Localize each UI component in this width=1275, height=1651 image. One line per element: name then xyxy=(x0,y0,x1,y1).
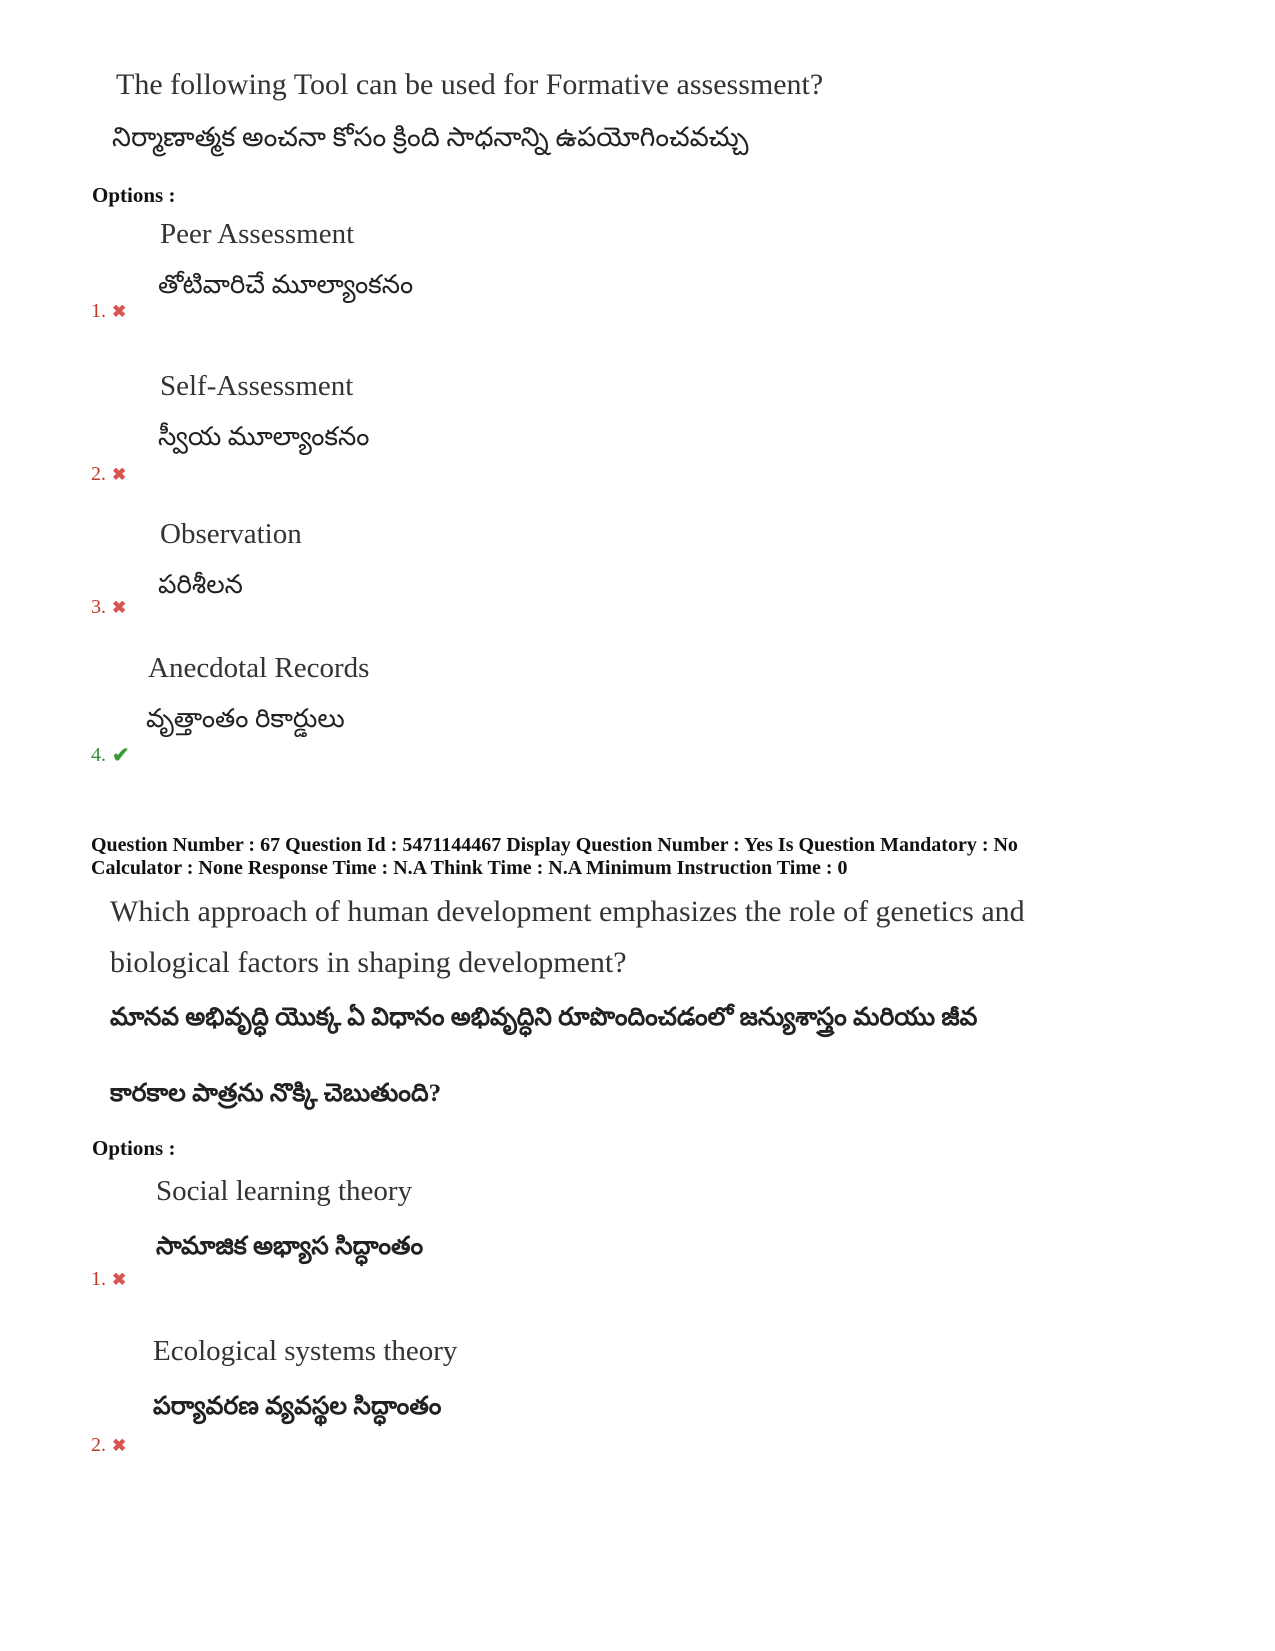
option-2-text-te: పర్యావరణ వ్యవస్థల సిద్ధాంతం xyxy=(153,1393,442,1420)
question-meta-line-2: Calculator : None Response Time : N.A Think Time : N.A Minimum Instruction Time : 0 xyxy=(91,857,848,879)
option-4-number: 4. ✔ xyxy=(91,743,130,767)
option-3-number: 3. ✖ xyxy=(91,596,127,618)
option-1-text-en: Peer Assessment xyxy=(160,218,355,250)
option-1-text-en: Social learning theory xyxy=(156,1175,413,1207)
option-2-text-te: స్వీయ మూల్యాంకనం xyxy=(158,422,370,451)
option-2-number: 2. ✖ xyxy=(91,1434,127,1456)
cross-icon: ✖ xyxy=(112,301,127,321)
option-4-text-te: వృత్తాంతం రికార్డులు xyxy=(146,704,345,733)
options-label: Options : xyxy=(92,183,176,207)
option-2-text-en: Self-Assessment xyxy=(160,370,354,402)
option-2-text-en: Ecological systems theory xyxy=(153,1335,458,1367)
cross-icon: ✖ xyxy=(112,464,127,484)
option-3-text-te: పరిశీలన xyxy=(158,570,243,599)
option-1-text-te: తోటివారిచే మూల్యాంకనం xyxy=(158,270,414,299)
option-4-text-en: Anecdotal Records xyxy=(148,652,370,684)
cross-icon: ✖ xyxy=(112,1435,127,1455)
options-label: Options : xyxy=(92,1136,176,1160)
question-text-te: నిర్మాణాత్మక అంచనా కోసం క్రింది సాధనాన్ని ఉపయోగించవచ్చు xyxy=(112,122,749,152)
check-icon: ✔ xyxy=(112,743,130,767)
cross-icon: ✖ xyxy=(112,597,127,617)
option-2-number: 2. ✖ xyxy=(91,463,127,485)
option-1-text-te: సామాజిక అభ్యాస సిద్ధాంతం xyxy=(156,1233,424,1260)
question-meta-line-1: Question Number : 67 Question Id : 5471144467 Display Question Number : Yes Is Question Mandatory : No xyxy=(91,834,1018,856)
cross-icon: ✖ xyxy=(112,1269,127,1289)
question-text-en-line-1: Which approach of human development emphasizes the role of genetics and xyxy=(110,895,1025,928)
question-text-en: The following Tool can be used for Formative assessment? xyxy=(116,68,824,101)
option-1-number: 1. ✖ xyxy=(91,300,127,322)
question-text-te-line-2: కారకాల పాత్రను నొక్కి చెబుతుంది? xyxy=(110,1080,442,1107)
question-text-te-line-1: మానవ అభివృద్ధి యొక్క ఏ విధానం అభివృద్ధిని రూపొందించడంలో జన్యుశాస్త్రం మరియు జీవ xyxy=(110,1004,978,1031)
question-text-en-line-2: biological factors in shaping development? xyxy=(110,946,627,979)
option-3-text-en: Observation xyxy=(160,518,302,550)
option-1-number: 1. ✖ xyxy=(91,1268,127,1290)
